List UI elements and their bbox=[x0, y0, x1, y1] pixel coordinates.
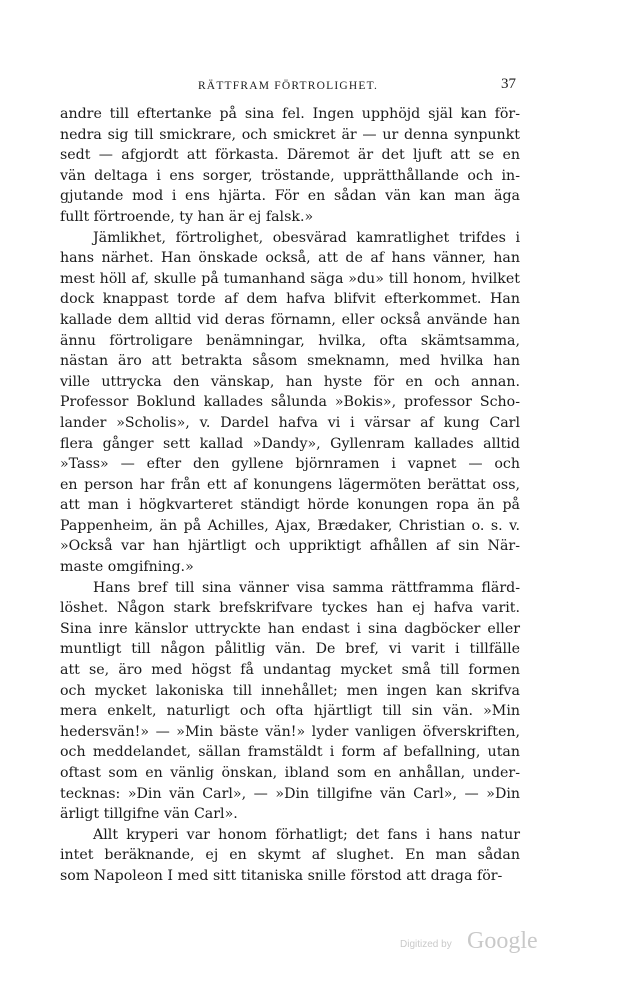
text-line: muntligt till någon pålitlig vän. De bref, vi varit i tillfälle bbox=[60, 641, 520, 658]
text-line: kallade dem alltid vid deras förnamn, eller också använde han bbox=[60, 311, 520, 328]
text-line: och mycket lakoniska till innehållet; men ingen kan skrifva bbox=[60, 682, 520, 699]
text-line: en person har från ett af konungens lägermöten berättat oss, bbox=[60, 476, 520, 493]
text-line: mest höll af, skulle på tumanhand säga »du» till honom, hvilket bbox=[60, 270, 520, 287]
text-line: fullt förtroende, ty han är ej falsk.» bbox=[60, 208, 314, 225]
text-line: dock knappast torde af dem hafva blifvit efterkommet. Han bbox=[60, 291, 520, 308]
text-line: andre till eftertanke på sina fel. Ingen upphöjd själ kan för- bbox=[60, 106, 520, 122]
text-line: Jämlikhet, förtrolighet, obesvärad kamratlighet trifdes i bbox=[93, 229, 520, 246]
text-line: hedersvän!» — »Min bäste vän!» lyder vanligen öfverskriften, bbox=[60, 723, 520, 740]
text-line: oftast som en vänlig önskan, ibland som en anhållan, under- bbox=[60, 765, 520, 781]
text-line: nästan äro att betrakta såsom smeknamn, med hvilka han bbox=[60, 353, 520, 370]
text-line: gjutande mod i ens hjärta. För en sådan vän kan man äga bbox=[60, 188, 520, 205]
paragraph bbox=[60, 104, 520, 228]
text-line: tecknas: »Din vän Carl», — »Din tillgifne vän Carl», — »Din bbox=[60, 785, 520, 802]
google-logo: Google bbox=[467, 928, 538, 954]
text-line: flera gånger sett kallad »Dandy», Gyllenram kallades alltid bbox=[60, 435, 520, 452]
running-title: RÄTTFRAM FÖRTROLIGHET. bbox=[197, 80, 379, 92]
text-line: att man i högkvarteret ständigt hörde konungen ropa än på bbox=[60, 497, 520, 514]
paragraph bbox=[60, 228, 520, 578]
running-header bbox=[60, 76, 516, 96]
text-line: sedt — afgjordt att förkasta. Däremot är det ljuft att se en bbox=[60, 147, 520, 164]
text-line: vän deltaga i ens sorger, tröstande, upprätthållande och in- bbox=[60, 167, 520, 184]
body-text bbox=[60, 104, 520, 887]
text-line: och meddelandet, sällan framstäldt i form af befallning, utan bbox=[60, 744, 520, 761]
text-line: som Napoleon I med sitt titaniska snille förstod att draga för- bbox=[60, 867, 503, 884]
text-line: löshet. Någon stark brefskrifvare tyckes han ej hafva varit. bbox=[60, 600, 520, 617]
text-line: »Också var han hjärtligt och uppriktigt afhållen af sin När- bbox=[60, 538, 520, 555]
digitization-watermark bbox=[400, 928, 550, 958]
paragraph bbox=[60, 825, 520, 887]
text-line: Professor Boklund kallades sålunda »Bokis», professor Scho- bbox=[60, 394, 520, 411]
text-line: hans närhet. Han önskade också, att de af hans vänner, han bbox=[60, 250, 520, 267]
text-line: Sina inre känslor uttryckte han endast i sina dagböcker eller bbox=[60, 620, 520, 637]
text-line: ärligt tillgifne vän Carl». bbox=[60, 806, 238, 823]
page-number: 37 bbox=[501, 76, 516, 92]
text-line: att se, äro med högst få undantag mycket små till formen bbox=[60, 662, 520, 679]
text-line: nedra sig till smickrare, och smickret är — ur denna synpunkt bbox=[60, 126, 520, 143]
text-line: ännu förtroligare benämningar, hvilka, ofta skämtsamma, bbox=[60, 332, 520, 349]
text-line: Allt kryperi var honom förhatligt; det fans i hans natur bbox=[93, 826, 520, 843]
text-line: Hans bref till sina vänner visa samma rättframma flärd- bbox=[93, 579, 520, 596]
text-line: mera enkelt, naturligt och ofta hjärtligt till sin vän. »Min bbox=[60, 703, 520, 720]
text-line: lander »Scholis», v. Dardel hafva vi i värsar af kung Carl bbox=[60, 414, 520, 431]
text-line: maste omgifning.» bbox=[60, 559, 194, 576]
text-line: »Tass» — efter den gyllene björnramen i vapnet — och bbox=[60, 456, 520, 473]
digitized-by-label: Digitized by bbox=[400, 939, 452, 950]
text-line: Pappenheim, än på Achilles, Ajax, Brædaker, Christian o. s. v. bbox=[60, 517, 520, 534]
text-line: ville uttrycka den vänskap, han hyste för en och annan. bbox=[60, 373, 520, 390]
text-line: intet beräknande, ej en skymt af slughet. En man sådan bbox=[60, 847, 520, 864]
paragraph bbox=[60, 578, 520, 825]
